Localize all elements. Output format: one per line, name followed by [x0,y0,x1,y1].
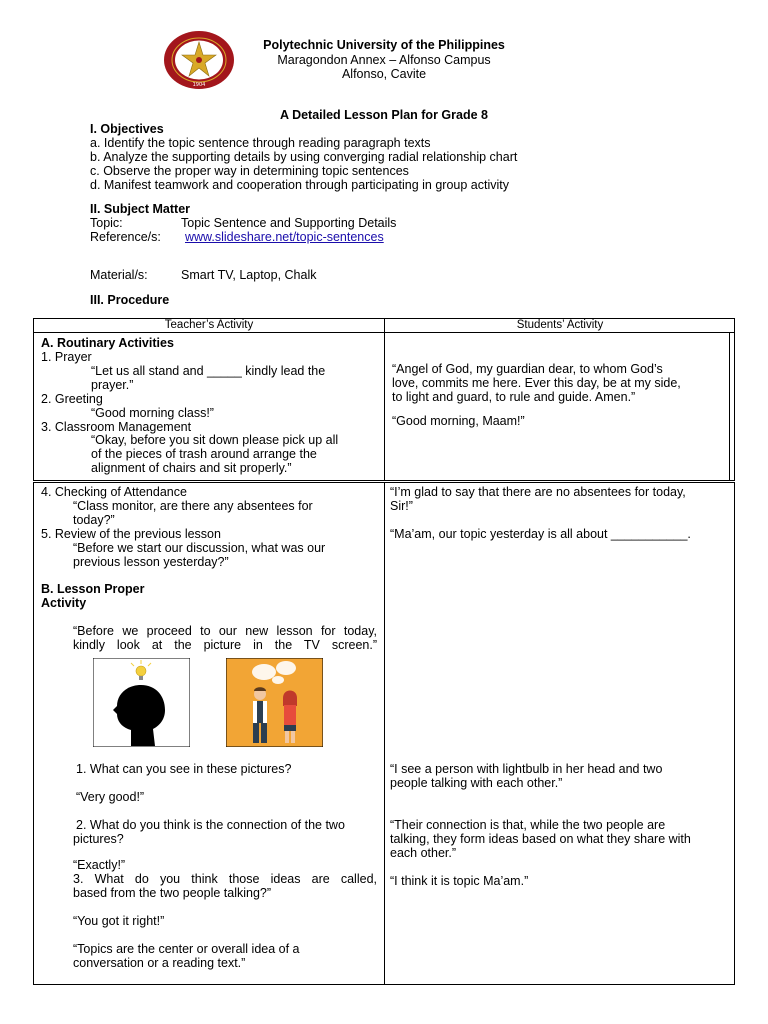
teacher-text: previous lesson yesterday?” [73,555,229,569]
objective-item: d. Manifest teamwork and cooperation through participating in group activity [90,178,509,192]
teacher-text: “Before we start our discussion, what was our [73,541,326,555]
teacher-text: prayer.” [91,378,134,392]
table-divider [384,318,385,481]
student-text: talking, they form ideas based on what they share with [390,832,691,846]
teacher-text: “Good morning class!” [91,406,214,420]
reference-label: Reference/s: [90,230,161,244]
teacher-activity-header: Teacher’s Activity [164,319,254,331]
subject-matter-heading: II. Subject Matter [90,202,191,216]
table-divider [729,332,730,481]
materials-value: Smart TV, Laptop, Chalk [181,268,317,282]
document-title: A Detailed Lesson Plan for Grade 8 [280,108,488,122]
objective-item: c. Observe the proper way in determining topic sentences [90,164,409,178]
question-1: 1. What can you see in these pictures? [76,762,292,776]
review-label: 5. Review of the previous lesson [41,527,221,541]
student-text: “Good morning, Maam!” [392,414,525,428]
student-text: love, commits me here. Ever this day, be at my side, [392,376,681,390]
svg-text:1904: 1904 [192,82,206,88]
table-divider [385,480,730,481]
teacher-text: kindly look at the picture in the TV screen.” [73,638,377,652]
teacher-text: “Topics are the center or overall idea of a [73,942,300,956]
question-2: 2. What do you think is the connection of the two [76,818,345,832]
objectives-heading: I. Objectives [90,122,164,136]
teacher-text: “Before we proceed to our new lesson for today, [73,624,377,638]
teacher-text: today?” [73,513,115,527]
student-text: “Their connection is that, while the two people are [390,818,666,832]
teacher-text: conversation or a reading text.” [73,956,246,970]
teacher-text: “Class monitor, are there any absentees for [73,499,313,513]
objective-item: a. Identify the topic sentence through reading paragraph texts [90,136,431,150]
materials-label: Material/s: [90,268,148,282]
activity-heading: Activity [41,596,87,610]
head-lightbulb-image [93,658,190,747]
classroom-management-label: 3. Classroom Management [41,420,192,434]
two-people-talking-image [226,658,323,747]
question-3: 3. What do you think those ideas are called, [73,872,377,886]
prayer-label: 1. Prayer [41,350,92,364]
teacher-text: “You got it right!” [73,914,165,928]
student-text: each other.” [390,846,457,860]
teacher-text: pictures? [73,832,124,846]
topic-value: Topic Sentence and Supporting Details [181,216,397,230]
teacher-text: “Very good!” [76,790,145,804]
student-text: “I see a person with lightbulb in her head and two [390,762,663,776]
teacher-text: “Okay, before you sit down please pick up all [91,433,339,447]
student-text: “Ma’am, our topic yesterday is all about ___________. [390,527,691,541]
student-text: people talking with each other.” [390,776,563,790]
student-text: “I’m glad to say that there are no absentees for today, [390,485,686,499]
procedure-heading: III. Procedure [90,293,170,307]
teacher-text: “Exactly!” [73,858,126,872]
table-divider [384,482,385,985]
teacher-text: of the pieces of trash around arrange the [91,447,317,461]
university-name: Polytechnic University of the Philippines [263,38,505,52]
lesson-proper-heading: B. Lesson Proper [41,582,145,596]
campus-location: Alfonso, Cavite [341,67,427,81]
teacher-text: “Let us all stand and _____ kindly lead the [91,364,326,378]
teacher-text: alignment of chairs and sit properly.” [91,461,292,475]
student-text: Sir!” [390,499,413,513]
attendance-label: 4. Checking of Attendance [41,485,187,499]
student-text: to light and guard, to rule and guide. Amen.” [392,390,636,404]
campus-name: Maragondon Annex – Alfonso Campus [277,53,491,67]
student-text: “I think it is topic Ma’am.” [390,874,529,888]
teacher-text: based from the two people talking?” [73,886,272,900]
student-text: “Angel of God, my guardian dear, to whom God’s [392,362,663,376]
topic-label: Topic: [90,216,123,230]
routinary-activities-heading: A. Routinary Activities [41,336,174,350]
objective-item: b. Analyze the supporting details by using converging radial relationship chart [90,150,518,164]
reference-link[interactable]: www.slideshare.net/topic-sentences [185,230,384,244]
students-activity-header: Students’ Activity [516,319,604,331]
greeting-label: 2. Greeting [41,392,103,406]
